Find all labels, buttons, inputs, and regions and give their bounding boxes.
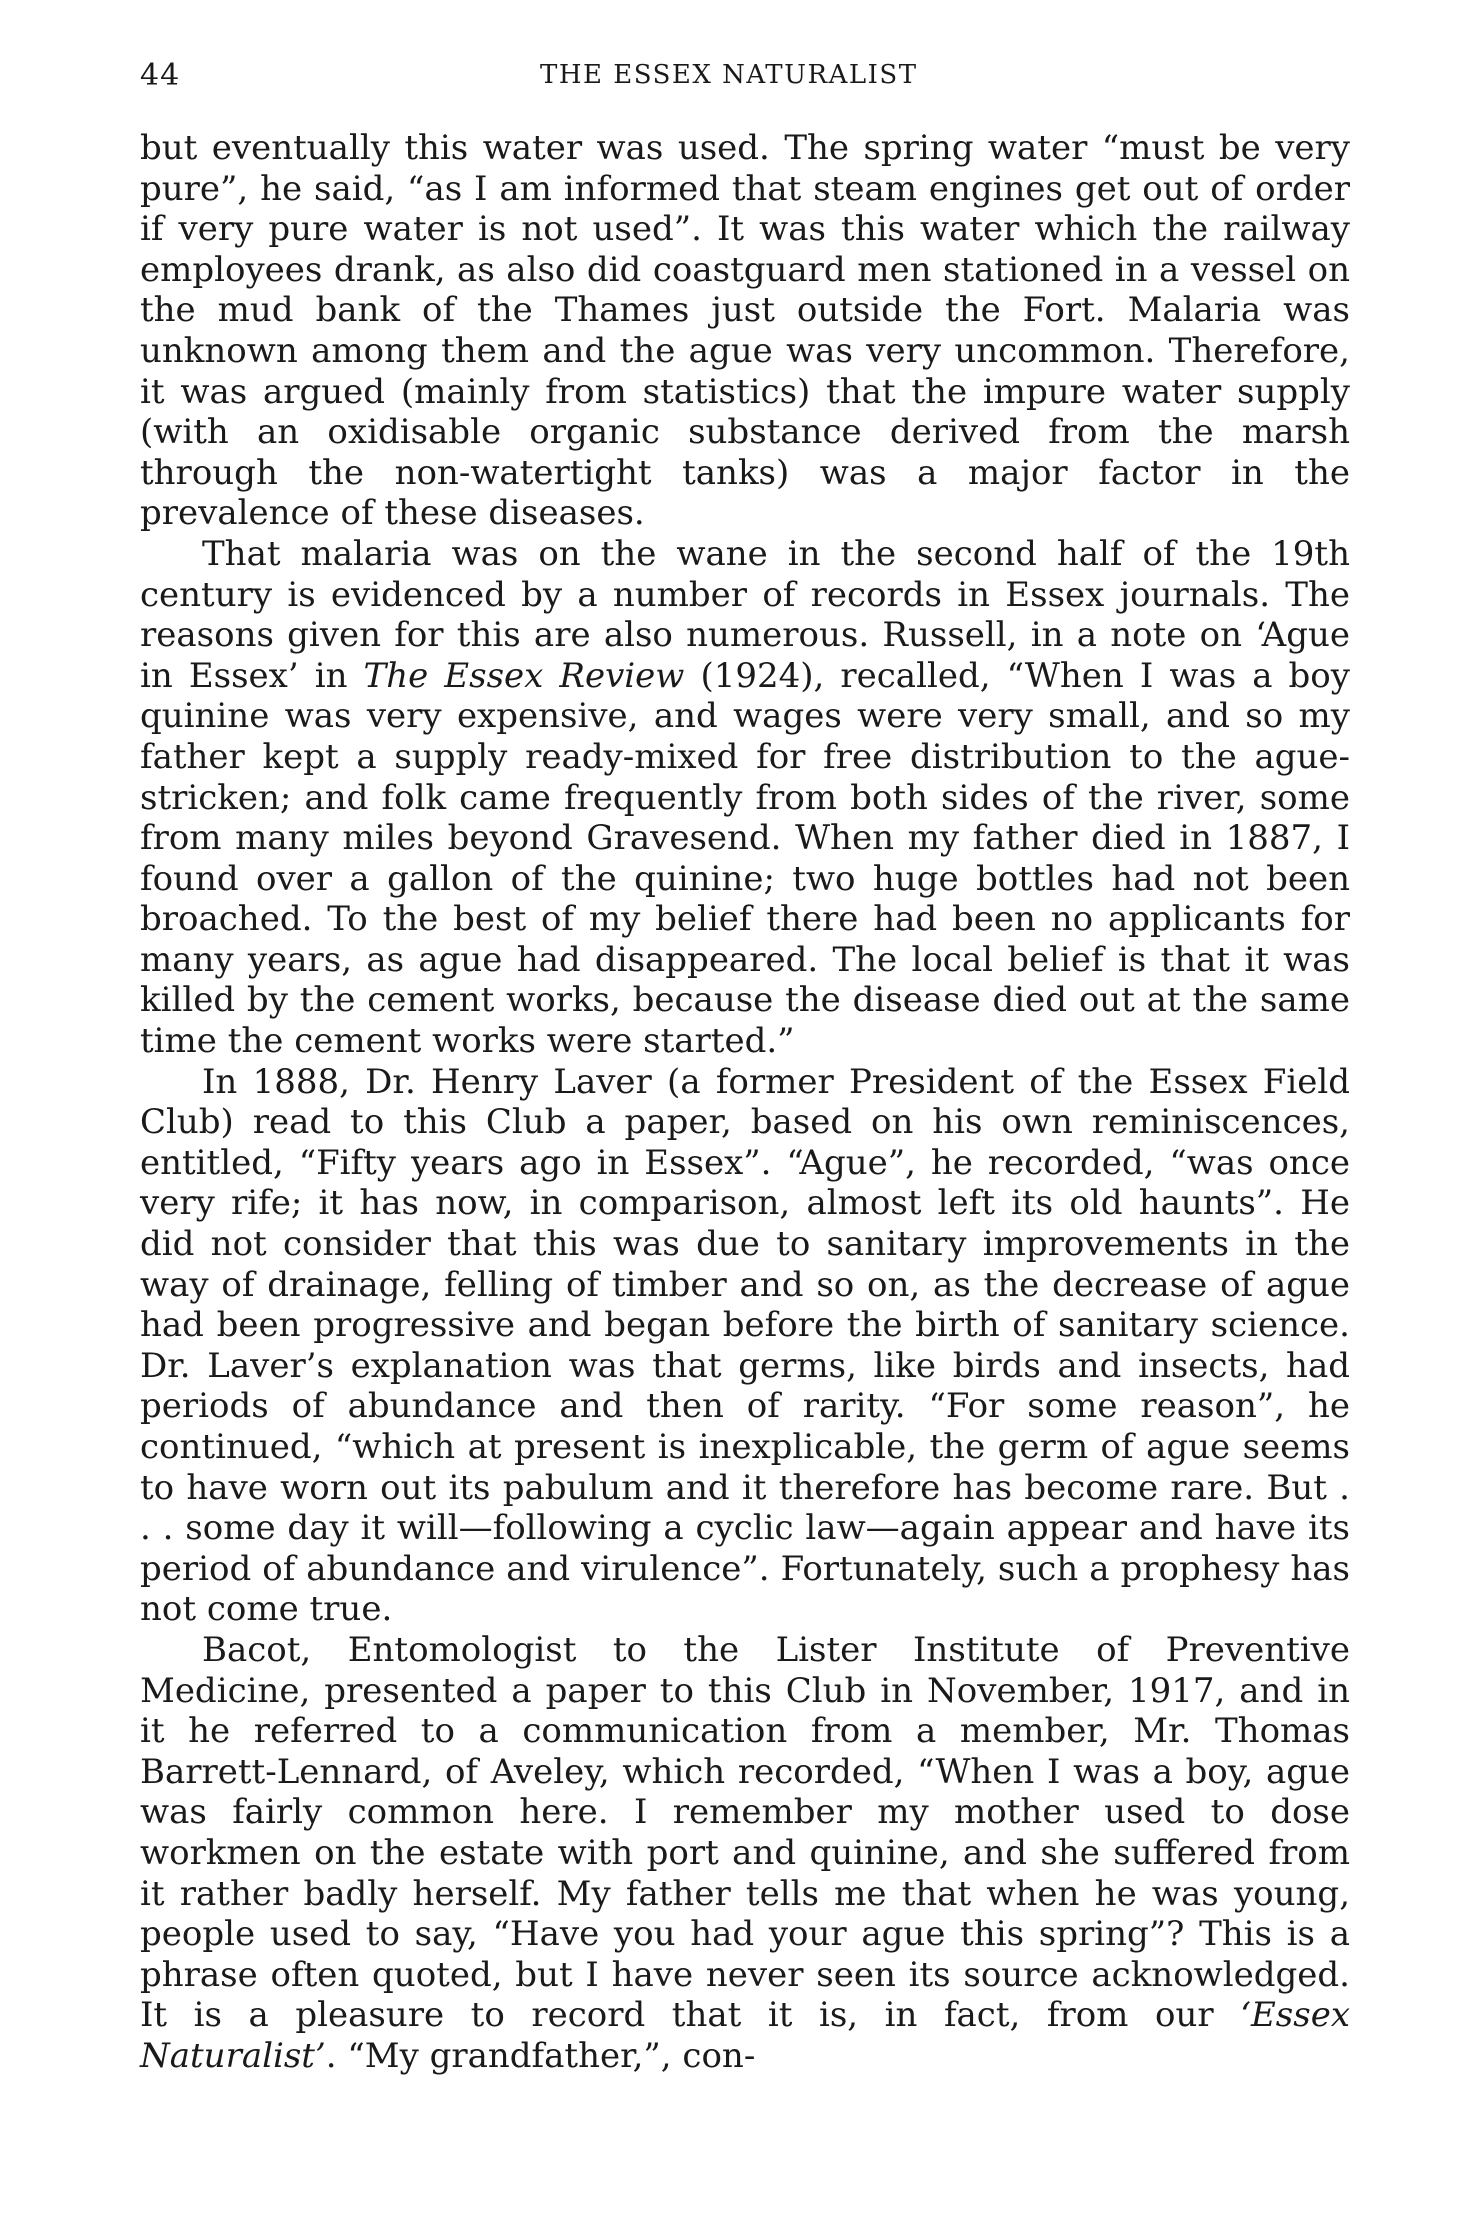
italic-title: ‘Essex Naturalist’ (140, 1995, 1350, 2076)
text-segment: In 1888, Dr. Henry Laver (a former President of the Essex Field Club) read to this Club a paper, based on his own reminiscences, entitled, “Fifty years ago in Essex”. “Ague”, he recorded, “was once very rife; it has now, in comparison, almost left its old haunts”. He did not consider that this was due to sanitary improvements in the way of drainage, felling of timber and so on, as the decrease of ague had been progressive and began before the birth of sanitary science. Dr. Laver’s explanation was that germs, like birds and insects, had periods of abundance and then of rarity. “For some reason”, he continued, “which at present is inexplicable, the germ of ague seems to have worn out its pabulum and it therefore has become rare. But . . . some day it will—following a cyclic law—again appear and have its period of abundance and virulence”. Fortunately, such a prophesy has not come true. (140, 1061, 1350, 1630)
paragraph (140, 1630, 1350, 2077)
text-segment: . “My grandfather,”, con- (325, 2035, 756, 2076)
text-segment: That malaria was on the wane in the second half of the 19th century is evidenced by a number of records in Essex journals. The reasons given for this are also numerous. Russell, in a note on ‘Ague in Essex’ in (140, 533, 1350, 696)
page-number: 44 (140, 58, 181, 93)
journal-title: THE ESSEX NATURALIST (540, 60, 918, 90)
paragraph (140, 128, 1350, 534)
paragraph (140, 1062, 1350, 1630)
body-text (140, 128, 1350, 2077)
text-segment: (1924), recalled, “When I was a boy quinine was very expensive, and wages were very small, and so my father kept a supply ready-mixed for free distribution to the ague-stricken; and folk came frequently from both sides of the river, some from many miles beyond Gravesend. When my father died in 1887, I found over a gallon of the quinine; two huge bottles had not been broached. To the best of my belief there had been no applicants for many years, as ague had disappeared. The local belief is that it was killed by the cement works, because the disease died out at the same time the cement works were started.” (140, 655, 1350, 1062)
italic-title: The Essex Review (363, 655, 685, 696)
document-page (140, 58, 1350, 2077)
text-segment: Bacot, Entomologist to the Lister Institute of Preventive Medicine, presented a paper to this Club in November, 1917, and in it he referred to a communication from a member, Mr. Thomas Barrett-Lennard, of Aveley, which recorded, “When I was a boy, ague was fairly common here. I remember my mother used to dose workmen on the estate with port and quinine, and she suffered from it rather badly herself. My father tells me that when he was young, people used to say, “Have you had your ague this spring”? This is a phrase often quoted, but I have never seen its source acknowledged. It is a pleasure to record that it is, in fact, from our (140, 1629, 1350, 2036)
running-head (140, 58, 1350, 98)
text-segment: but eventually this water was used. The spring water “must be very pure”, he said, “as I am informed that steam engines get out of order if very pure water is not used”. It was this water which the railway employees drank, as also did coastguard men stationed in a vessel on the mud bank of the Thames just outside the Fort. Malaria was unknown among them and the ague was very uncommon. Therefore, it was argued (mainly from statistics) that the impure water supply (with an oxidisable organic substance derived from the marsh through the non-watertight tanks) was a major factor in the prevalence of these diseases. (140, 128, 1350, 534)
paragraph (140, 534, 1350, 1062)
